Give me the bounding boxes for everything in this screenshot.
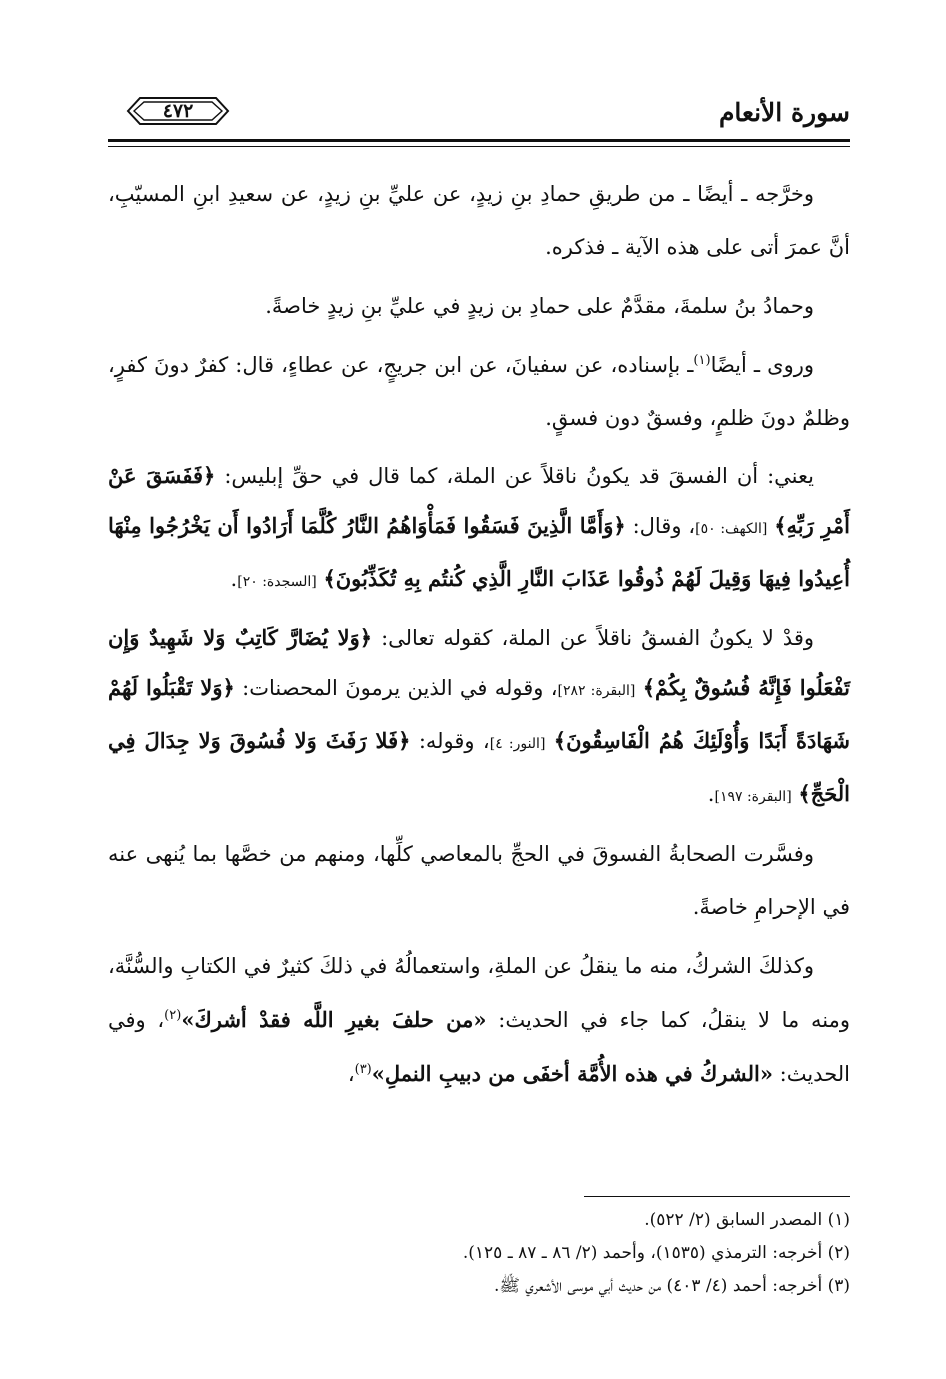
hadith-quote-2: «الشركُ في هذه الأُمَّة أخفَى من دبيبِ النملِ» — [371, 1061, 773, 1086]
paragraph-5-text-d: . — [707, 782, 715, 806]
paragraph-4-text-b: ، وقال: — [632, 514, 696, 538]
paragraph-4-text-a: يعني: أن الفسقَ قد يكونُ ناقلاً عن الملة، كما قال في حقِّ إبليس: — [224, 464, 814, 488]
paragraph-7-text-c: ، — [347, 1062, 355, 1086]
footnote-1: (١) المصدر السابق (٢/ ٥٢٢). — [644, 1210, 850, 1230]
page-number: ٤٧٢ — [162, 100, 194, 122]
header-rule-thick — [108, 139, 850, 142]
paragraph-5-text-c: ، وقوله: — [418, 729, 490, 753]
hadith-quote-1: «من حلفَ بغيرِ اللَّه فقدْ أشركَ» — [181, 1007, 487, 1032]
quran-verse-4: ﴿وَلا تَقْبَلُوا لَهُمْ شَهَادَةً أَبَدًا وَأُوْلَئِكَ هُمُ الْفَاسِقُونَ﴾ — [108, 675, 850, 753]
header-rule-thin — [108, 146, 850, 147]
main-text — [108, 168, 850, 1107]
page-number-ornament — [124, 94, 232, 128]
paragraph-1-text: وخرَّجه ـ أيضًا ـ من طريقِ حمادِ بنِ زيدٍ، عن عليِّ بنِ زيدٍ، عن سعيدِ ابنِ المسيّبِ، أنَّ عمرَ أتى على هذه الآية ـ فذكره. — [108, 182, 850, 259]
verse-ref-1: [الكهف: ٥٠] — [695, 521, 768, 537]
paragraph-5-text-b: ، وقوله في الذين يرمونَ المحصنات: — [242, 676, 558, 700]
paragraph-7-text-a: وكذلكَ الشركُ، منه ما ينقلُ عن الملةِ، واستعمالُهُ في ذلكَ كثيرٌ في الكتابِ والسُّنَّة، ومنه ما لا ينقلُ، كما جاء في الحديث: — [108, 954, 850, 1032]
quran-verse-2: ﴿وَأَمَّا الَّذِينَ فَسَقُوا فَمَأْوَاهُمُ النَّارُ كُلَّمَا أَرَادُوا أَن يَخْرُجُوا مِنْهَا أُعِيدُوا فِيهَا وَقِيلَ لَهُمْ ذُوقُوا عَذَابَ النَّارِ الَّذِي كُنتُم بِهِ تُكَذِّبُونَ﴾ — [108, 513, 850, 591]
verse-ref-3: [البقرة: ٢٨٢] — [557, 683, 636, 699]
footnote-2: (٢) أخرجه: الترمذي (١٥٣٥)، وأحمد (٢/ ٨٦ ـ ٨٧ ـ ١٢٥). — [462, 1243, 850, 1263]
paragraph-6-text: وفسَّرت الصحابةُ الفسوقَ في الحجِّ بالمعاصي كلِّها، ومنهم من خصَّها بما يُنهى عنه في الإحرامِ خاصةً. — [108, 842, 850, 919]
paragraph-3-text-a: وروى ـ أيضًا — [710, 353, 814, 377]
verse-ref-2: [السجدة: ٢٠] — [237, 574, 317, 590]
paragraph-1 — [108, 168, 850, 274]
paragraph-6 — [108, 828, 850, 934]
paragraph-3-text-b: ـ بإسناده، عن سفيانَ، عن ابن جريجٍ، عن عطاءٍ، قال: كفرٌ دونَ كفرٍ، وظلمٌ دونَ ظلمٍ، وفسقٌ دون فسقٍ. — [108, 353, 850, 430]
footnote-ref-2[interactable]: (٢) — [164, 1008, 182, 1023]
paragraph-5-text-a: وقدْ لا يكونُ الفسقُ ناقلاً عن الملة، كقوله تعالى: — [381, 626, 814, 650]
verse-ref-5: [البقرة: ١٩٧] — [714, 789, 792, 805]
paragraph-7-text-b: ، وفي الحديث: — [108, 1008, 850, 1086]
paragraph-2 — [108, 280, 850, 333]
paragraph-2-text: وحمادُ بنُ سلمةَ، مقدَّمٌ على حمادِ بن زيدٍ في عليِّ بنِ زيدٍ خاصةً. — [265, 294, 814, 318]
paragraph-5 — [108, 613, 850, 822]
quran-verse-3: ﴿وَلا يُضَارَّ كَاتِبٌ وَلا شَهِيدٌ وَإِن تَفْعَلُوا فَإِنَّهُ فُسُوقٌ بِكُمْ﴾ — [108, 625, 850, 700]
footnotes — [108, 1204, 850, 1303]
verse-ref-4: [النور: ٤] — [489, 736, 546, 752]
paragraph-4 — [108, 451, 850, 607]
footnote-ref-1[interactable]: (١) — [693, 353, 711, 368]
quran-verse-5: ﴿فَلا رَفَثَ وَلا فُسُوقَ وَلا جِدَالَ فِي الْحَجِّ﴾ — [108, 728, 850, 806]
footnote-separator — [584, 1196, 850, 1197]
page-header — [108, 92, 850, 136]
footnote-3: (٣) أخرجه: أحمد (٤/ ٤٠٣) من حديث أبي موسى الأشعري ﷺ. — [493, 1276, 850, 1296]
footnote-ref-3[interactable]: (٣) — [354, 1062, 372, 1077]
paragraph-7 — [108, 940, 850, 1101]
paragraph-4-text-c: . — [230, 567, 238, 591]
paragraph-3 — [108, 339, 850, 445]
surah-title: سورة الأنعام — [718, 98, 850, 127]
quran-verse-1: ﴿فَفَسَقَ عَنْ أَمْرِ رَبِّهِ﴾ — [108, 463, 850, 538]
